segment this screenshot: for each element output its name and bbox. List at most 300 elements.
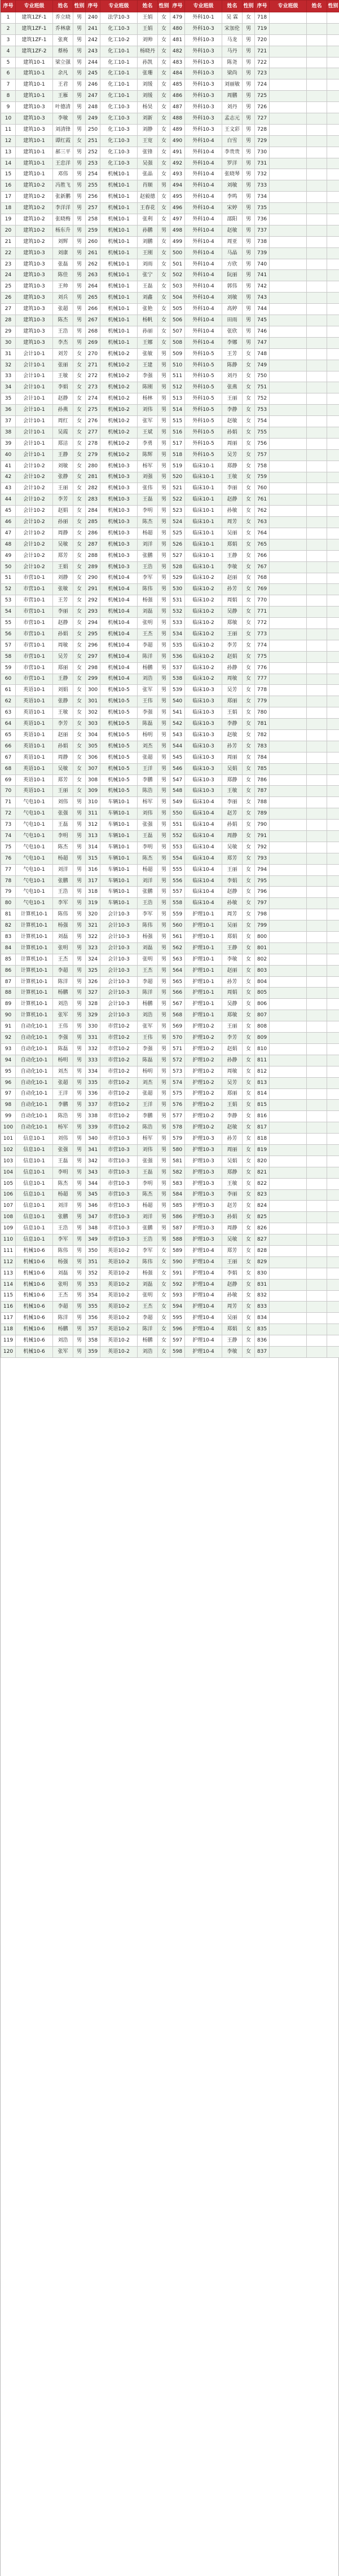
cell-no: 49 (1, 550, 16, 561)
cell-no: 815 (255, 1100, 270, 1111)
cell-sex: 女 (243, 651, 255, 662)
cell-major: 建筑10-1 (16, 135, 53, 147)
cell-name (307, 954, 327, 965)
table-row (1, 1021, 339, 1033)
cell-name (307, 988, 327, 999)
cell-major: 临床10-3 (185, 786, 222, 797)
cell-no: 801 (255, 942, 270, 954)
cell-sex: 男 (243, 147, 255, 158)
cell-no: 15 (1, 169, 16, 180)
header-cell-sex: 性别 (243, 1, 255, 12)
cell-name: 杨晓丹 (138, 46, 158, 57)
cell-no: 780 (255, 707, 270, 719)
cell-sex: 男 (73, 192, 86, 203)
cell-major: 护理10-3 (185, 1201, 222, 1212)
cell-name: 李娟 (53, 382, 73, 393)
cell-sex: 女 (243, 1066, 255, 1077)
cell-major: 市营10-1 (16, 662, 53, 674)
cell-no: 108 (1, 1212, 16, 1223)
cell-major: 英语10-1 (16, 719, 53, 730)
cell-major (270, 1134, 307, 1145)
table-row (1, 831, 339, 842)
cell-name: 杨明 (53, 1055, 73, 1066)
cell-major: 临床10-2 (185, 584, 222, 595)
cell-no: 62 (1, 696, 16, 707)
cell-name: 李军 (53, 898, 73, 909)
cell-no: 350 (86, 1245, 100, 1256)
cell-no: 356 (86, 1313, 100, 1324)
cell-major: 机械10-1 (100, 180, 138, 192)
cell-sex: 女 (243, 875, 255, 887)
cell-major: 外科10-5 (185, 348, 222, 360)
cell-sex (327, 752, 339, 763)
cell-no: 515 (170, 416, 185, 427)
cell-sex: 男 (73, 91, 86, 102)
cell-sex: 男 (158, 416, 170, 427)
cell-name (307, 842, 327, 853)
cell-major (270, 315, 307, 326)
cell-name (307, 1088, 327, 1100)
table-row (1, 584, 339, 595)
cell-name: 刘静 (53, 573, 73, 584)
cell-major: 计算机10-1 (16, 965, 53, 976)
cell-no: 749 (255, 360, 270, 371)
table-row (1, 1100, 339, 1111)
cell-name: 孙娟 (222, 427, 243, 438)
table-header-row (1, 1, 339, 12)
cell-sex: 女 (158, 293, 170, 304)
cell-major (270, 1144, 307, 1156)
cell-name: 刘鹏 (138, 236, 158, 247)
cell-sex: 女 (73, 371, 86, 382)
cell-name: 李敏 (222, 1346, 243, 1357)
cell-name (307, 1021, 327, 1033)
cell-name: 王娟 (138, 12, 158, 24)
cell-name (307, 528, 327, 539)
table-row (1, 360, 339, 371)
cell-major (270, 539, 307, 550)
cell-major: 护理10-2 (185, 1111, 222, 1122)
cell-name: 余凡 (53, 68, 73, 79)
cell-name: 王洋 (138, 763, 158, 774)
cell-no: 533 (170, 618, 185, 629)
cell-major: 临床10-2 (185, 640, 222, 651)
cell-no: 282 (86, 483, 100, 494)
cell-sex: 男 (158, 741, 170, 752)
cell-name: 陈刚 (138, 382, 158, 393)
cell-no: 534 (170, 628, 185, 640)
table-row (1, 1043, 339, 1055)
cell-sex (327, 427, 339, 438)
cell-name: 张燕 (222, 382, 243, 393)
cell-sex: 女 (243, 763, 255, 774)
cell-no: 7 (1, 79, 16, 91)
table-row (1, 405, 339, 416)
cell-major: 机械10-3 (100, 561, 138, 573)
cell-sex: 男 (243, 68, 255, 79)
cell-major (270, 304, 307, 315)
cell-no: 747 (255, 337, 270, 348)
cell-name: 王芳 (222, 348, 243, 360)
cell-no: 70 (1, 786, 16, 797)
cell-no: 335 (86, 1077, 100, 1088)
cell-name: 王磊 (53, 820, 73, 831)
cell-name (307, 1346, 327, 1357)
cell-name: 赵静 (53, 393, 73, 405)
cell-no: 287 (86, 539, 100, 550)
cell-name: 张珊 (138, 68, 158, 79)
cell-no: 111 (1, 1245, 16, 1256)
cell-name: 孙丽 (138, 326, 158, 337)
cell-sex (327, 595, 339, 607)
cell-name (307, 853, 327, 864)
cell-major: 建筑10-1 (16, 68, 53, 79)
cell-sex: 女 (73, 607, 86, 618)
cell-name (307, 393, 327, 405)
cell-major (270, 988, 307, 999)
cell-major: 临床10-1 (185, 483, 222, 494)
cell-no: 337 (86, 1100, 100, 1111)
cell-name (307, 68, 327, 79)
cell-sex (327, 12, 339, 24)
cell-no: 263 (86, 270, 100, 281)
cell-sex: 女 (243, 628, 255, 640)
cell-name: 郑洁 (53, 438, 73, 449)
cell-sex (327, 147, 339, 158)
cell-name (307, 405, 327, 416)
cell-no: 334 (86, 1066, 100, 1077)
cell-name: 王建 (138, 360, 158, 371)
cell-no: 40 (1, 449, 16, 461)
cell-major: 临床10-3 (185, 752, 222, 763)
cell-no: 582 (170, 1167, 185, 1178)
cell-no: 538 (170, 674, 185, 685)
cell-major: 临床10-1 (185, 461, 222, 472)
cell-major: 市营10-1 (16, 584, 53, 595)
cell-name: 李军 (53, 1234, 73, 1246)
cell-no: 339 (86, 1122, 100, 1134)
cell-no: 353 (86, 1279, 100, 1290)
cell-sex: 女 (243, 1122, 255, 1134)
cell-name: 赵静 (53, 618, 73, 629)
cell-sex (327, 909, 339, 920)
cell-sex: 女 (158, 1313, 170, 1324)
cell-sex (327, 1245, 339, 1256)
cell-major: 临床10-4 (185, 853, 222, 864)
cell-name: 李明 (138, 1178, 158, 1189)
cell-major (270, 34, 307, 46)
cell-sex: 女 (243, 942, 255, 954)
cell-sex: 女 (243, 561, 255, 573)
cell-name: 李超 (138, 976, 158, 988)
cell-no: 816 (255, 1111, 270, 1122)
cell-no: 741 (255, 270, 270, 281)
cell-sex: 男 (73, 169, 86, 180)
cell-no: 756 (255, 438, 270, 449)
cell-no: 517 (170, 438, 185, 449)
cell-major: 化工10-1 (100, 68, 138, 79)
cell-sex: 女 (243, 1324, 255, 1335)
cell-no: 102 (1, 1144, 16, 1156)
cell-no: 502 (170, 270, 185, 281)
cell-major: 外科10-3 (185, 124, 222, 135)
cell-sex: 女 (158, 315, 170, 326)
cell-name: 吴强 (138, 158, 158, 169)
cell-name (307, 34, 327, 46)
cell-major: 外科10-3 (185, 68, 222, 79)
cell-sex: 男 (158, 382, 170, 393)
cell-major: 自动化10-1 (16, 1066, 53, 1077)
cell-sex (327, 1234, 339, 1246)
cell-sex: 男 (158, 763, 170, 774)
cell-no: 41 (1, 461, 16, 472)
cell-name: 孙鹏 (138, 225, 158, 236)
cell-sex (327, 192, 339, 203)
cell-sex: 男 (243, 259, 255, 270)
cell-sex: 男 (73, 203, 86, 214)
cell-sex: 男 (158, 1033, 170, 1044)
cell-no: 308 (86, 774, 100, 786)
cell-name (307, 685, 327, 696)
cell-name: 张明 (53, 1279, 73, 1290)
cell-sex: 女 (158, 304, 170, 315)
cell-major: 建筑10-1 (16, 57, 53, 68)
cell-no: 355 (86, 1302, 100, 1313)
cell-no: 318 (86, 887, 100, 898)
cell-no: 352 (86, 1268, 100, 1279)
cell-sex (327, 348, 339, 360)
cell-no: 727 (255, 113, 270, 125)
cell-sex: 女 (73, 561, 86, 573)
cell-name: 刘强 (138, 472, 158, 483)
cell-name: 刘清锋 (53, 124, 73, 135)
cell-no: 278 (86, 438, 100, 449)
table-row (1, 1088, 339, 1100)
cell-sex: 男 (73, 337, 86, 348)
cell-name (307, 192, 327, 203)
cell-no: 75 (1, 842, 16, 853)
cell-major: 外科10-4 (185, 214, 222, 225)
cell-no: 761 (255, 494, 270, 506)
cell-major (270, 360, 307, 371)
cell-name: 刘浩 (53, 999, 73, 1010)
cell-major: 市营10-3 (100, 1167, 138, 1178)
table-row (1, 696, 339, 707)
cell-name: 李鹏 (53, 1100, 73, 1111)
cell-no: 9 (1, 102, 16, 113)
cell-major: 机械10-3 (100, 483, 138, 494)
cell-no: 64 (1, 719, 16, 730)
cell-no: 79 (1, 887, 16, 898)
table-row (1, 853, 339, 864)
cell-sex: 男 (158, 976, 170, 988)
cell-sex: 男 (158, 820, 170, 831)
cell-major: 建筑10-3 (16, 315, 53, 326)
cell-major (270, 506, 307, 517)
cell-no: 483 (170, 57, 185, 68)
cell-sex: 男 (73, 214, 86, 225)
cell-no: 319 (86, 898, 100, 909)
cell-major: 市营10-2 (100, 1055, 138, 1066)
cell-major: 英语10-2 (100, 1302, 138, 1313)
cell-no: 289 (86, 561, 100, 573)
cell-major: 信息10-1 (16, 1178, 53, 1189)
cell-major (270, 1279, 307, 1290)
cell-sex: 女 (243, 730, 255, 741)
table-row (1, 57, 339, 68)
cell-sex (327, 999, 339, 1010)
cell-no: 259 (86, 225, 100, 236)
cell-major: 护理10-3 (185, 1134, 222, 1145)
cell-major: 临床10-4 (185, 797, 222, 808)
cell-sex: 男 (73, 1302, 86, 1313)
cell-major (270, 1010, 307, 1021)
cell-sex (327, 976, 339, 988)
cell-no: 800 (255, 932, 270, 943)
cell-no: 265 (86, 293, 100, 304)
cell-major: 市营10-1 (16, 595, 53, 607)
cell-major (270, 618, 307, 629)
cell-major: 外科10-1 (185, 12, 222, 24)
cell-name: 张晓琴 (222, 169, 243, 180)
cell-name: 陈伟 (138, 584, 158, 595)
cell-no: 298 (86, 662, 100, 674)
table-row (1, 741, 339, 752)
cell-no: 812 (255, 1066, 270, 1077)
cell-major: 车辆10-1 (100, 831, 138, 842)
cell-no: 295 (86, 628, 100, 640)
cell-major: 机械10-6 (16, 1256, 53, 1268)
cell-no: 309 (86, 786, 100, 797)
cell-sex: 女 (243, 853, 255, 864)
cell-sex: 女 (73, 483, 86, 494)
cell-no: 253 (86, 158, 100, 169)
cell-sex: 女 (158, 192, 170, 203)
cell-sex: 女 (158, 236, 170, 247)
cell-no: 811 (255, 1055, 270, 1066)
cell-major (270, 68, 307, 79)
cell-sex: 女 (158, 1335, 170, 1347)
cell-name: 吴敏 (222, 842, 243, 853)
cell-no: 835 (255, 1324, 270, 1335)
cell-sex: 男 (158, 707, 170, 719)
cell-no: 22 (1, 247, 16, 259)
cell-name (307, 416, 327, 427)
cell-sex (327, 1302, 339, 1313)
cell-major: 英语10-2 (100, 1324, 138, 1335)
cell-name: 刘兵 (53, 293, 73, 304)
cell-name: 陈浩 (138, 786, 158, 797)
cell-major (270, 875, 307, 887)
cell-name: 郝三平 (53, 147, 73, 158)
cell-sex (327, 539, 339, 550)
cell-major: 机械10-6 (16, 1268, 53, 1279)
cell-major: 建筑10-3 (16, 102, 53, 113)
cell-major (270, 1245, 307, 1256)
cell-sex: 男 (73, 864, 86, 875)
table-row (1, 1167, 339, 1178)
cell-sex (327, 1279, 339, 1290)
cell-sex: 男 (243, 270, 255, 281)
cell-no: 574 (170, 1077, 185, 1088)
table-row (1, 1122, 339, 1134)
cell-no: 775 (255, 651, 270, 662)
cell-major: 英语10-2 (100, 1290, 138, 1302)
cell-name: 陈伟 (138, 1256, 158, 1268)
cell-no: 264 (86, 281, 100, 293)
cell-major: 外科10-4 (185, 337, 222, 348)
cell-no: 487 (170, 102, 185, 113)
cell-sex: 女 (243, 741, 255, 752)
cell-sex: 女 (73, 416, 86, 427)
cell-sex: 男 (158, 461, 170, 472)
cell-no: 726 (255, 102, 270, 113)
table-row (1, 1245, 339, 1256)
cell-no: 112 (1, 1256, 16, 1268)
cell-major: 机械10-4 (100, 640, 138, 651)
cell-sex: 女 (73, 506, 86, 517)
cell-no: 279 (86, 449, 100, 461)
cell-sex (327, 517, 339, 528)
cell-major: 自动化10-1 (16, 1100, 53, 1111)
table-row (1, 685, 339, 696)
cell-sex: 女 (158, 270, 170, 281)
cell-no: 243 (86, 46, 100, 57)
cell-name: 郑敏 (222, 618, 243, 629)
cell-no: 757 (255, 449, 270, 461)
cell-major: 自动化10-1 (16, 1122, 53, 1134)
cell-major: 外科10-3 (185, 91, 222, 102)
cell-major: 外科10-4 (185, 281, 222, 293)
cell-sex: 女 (158, 1302, 170, 1313)
cell-no: 10 (1, 113, 16, 125)
cell-sex: 男 (158, 1021, 170, 1033)
cell-major: 会计10-3 (100, 1010, 138, 1021)
cell-no: 767 (255, 561, 270, 573)
cell-major: 车辆10-1 (100, 808, 138, 820)
cell-name (307, 1055, 327, 1066)
cell-name: 刘伟 (138, 808, 158, 820)
cell-sex: 男 (73, 1212, 86, 1223)
table-row (1, 1324, 339, 1335)
cell-name: 王娜 (138, 337, 158, 348)
cell-sex: 男 (73, 113, 86, 125)
cell-major: 护理10-1 (185, 954, 222, 965)
cell-no: 735 (255, 203, 270, 214)
cell-sex (327, 528, 339, 539)
cell-major: 外科10-4 (185, 225, 222, 236)
cell-no: 266 (86, 304, 100, 315)
cell-major: 外科10-4 (185, 247, 222, 259)
table-row (1, 707, 339, 719)
cell-name (307, 472, 327, 483)
cell-no: 20 (1, 225, 16, 236)
table-row (1, 1313, 339, 1324)
cell-no: 720 (255, 34, 270, 46)
cell-sex: 男 (158, 696, 170, 707)
cell-no: 481 (170, 34, 185, 46)
cell-no: 825 (255, 1212, 270, 1223)
cell-no: 511 (170, 371, 185, 382)
cell-no: 83 (1, 932, 16, 943)
cell-sex: 女 (243, 494, 255, 506)
cell-major (270, 393, 307, 405)
cell-name: 刘伟 (138, 405, 158, 416)
cell-name: 李明 (138, 842, 158, 853)
cell-major: 护理10-3 (185, 1144, 222, 1156)
cell-major (270, 1223, 307, 1234)
table-row (1, 281, 339, 293)
